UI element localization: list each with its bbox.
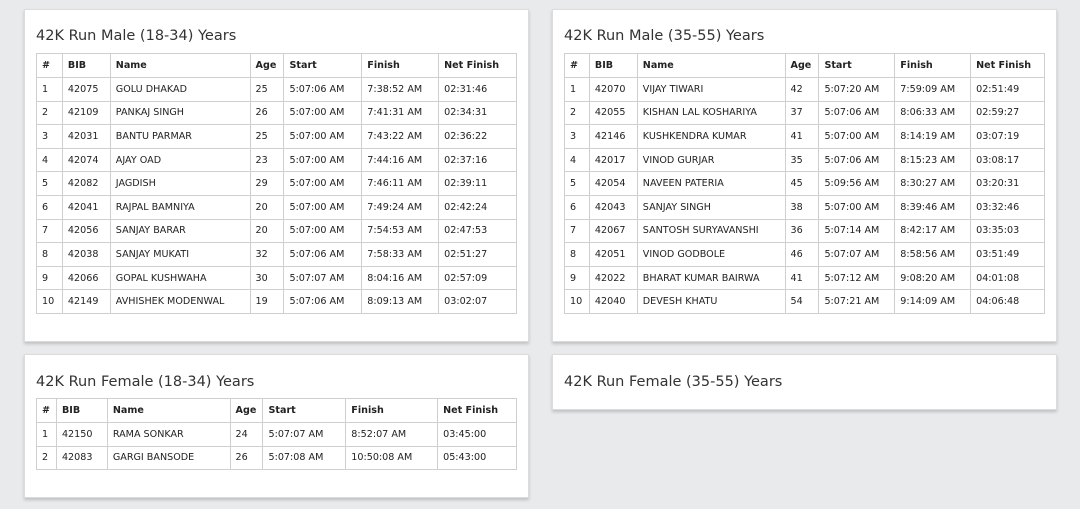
table-cell: 02:47:53 xyxy=(439,219,517,243)
table-row xyxy=(37,290,517,314)
results-card-female-18-34 xyxy=(24,354,529,498)
table-cell: 41 xyxy=(785,266,819,290)
table-cell: 9:14:09 AM xyxy=(895,290,971,314)
table-cell: 42067 xyxy=(589,219,637,243)
table-cell: 4 xyxy=(565,148,590,172)
table-cell: SANTOSH SURYAVANSHI xyxy=(637,219,785,243)
table-row xyxy=(565,101,1045,125)
table-cell: 6 xyxy=(37,195,63,219)
table-cell: 03:51:49 xyxy=(971,243,1045,267)
column-header: BIB xyxy=(56,399,107,423)
table-cell: 04:01:08 xyxy=(971,266,1045,290)
card-title: 42K Run Female (18-34) Years xyxy=(36,374,255,390)
table-cell: 8:04:16 AM xyxy=(362,266,439,290)
table-cell: VIJAY TIWARI xyxy=(637,78,785,102)
table-cell: VINOD GURJAR xyxy=(637,148,785,172)
table-cell: 42056 xyxy=(62,219,110,243)
table-cell: 02:36:22 xyxy=(439,125,517,149)
table-cell: 42055 xyxy=(589,101,637,125)
table-cell: 8:52:07 AM xyxy=(346,423,438,447)
results-card-female-35-55 xyxy=(552,354,1057,410)
table-cell: BHARAT KUMAR BAIRWA xyxy=(637,266,785,290)
column-header: Age xyxy=(785,54,819,78)
table-cell: 5:07:06 AM xyxy=(284,243,362,267)
table-cell: 10:50:08 AM xyxy=(346,446,438,470)
table-cell: 19 xyxy=(250,290,284,314)
table-cell: 41 xyxy=(785,125,819,149)
table-cell: 02:31:46 xyxy=(439,78,517,102)
table-cell: 8:42:17 AM xyxy=(895,219,971,243)
table-cell: 5:07:07 AM xyxy=(819,243,895,267)
table-cell: 8:30:27 AM xyxy=(895,172,971,196)
table-cell: 7:46:11 AM xyxy=(362,172,439,196)
column-header: Net Finish xyxy=(439,54,517,78)
table-cell: 54 xyxy=(785,290,819,314)
table-cell: AJAY OAD xyxy=(110,148,250,172)
table-row xyxy=(565,266,1045,290)
table-cell: 32 xyxy=(250,243,284,267)
table-cell: 5:07:08 AM xyxy=(263,446,346,470)
table-cell: 1 xyxy=(37,423,57,447)
table-cell: GOPAL KUSHWAHA xyxy=(110,266,250,290)
table-cell: 7:38:52 AM xyxy=(362,78,439,102)
table-cell: 2 xyxy=(37,101,63,125)
column-header: Net Finish xyxy=(438,399,517,423)
table-row xyxy=(37,195,517,219)
table-cell: 7:49:24 AM xyxy=(362,195,439,219)
table-cell: 03:45:00 xyxy=(438,423,517,447)
column-header: Start xyxy=(284,54,362,78)
column-header: Name xyxy=(110,54,250,78)
table-row xyxy=(565,172,1045,196)
table-cell: DEVESH KHATU xyxy=(637,290,785,314)
table-cell: 5:07:07 AM xyxy=(263,423,346,447)
table-cell: 5:07:00 AM xyxy=(284,101,362,125)
column-header: Start xyxy=(263,399,346,423)
table-cell: 8 xyxy=(565,243,590,267)
table-cell: 25 xyxy=(250,78,284,102)
table-cell: 8:06:33 AM xyxy=(895,101,971,125)
table-cell: 03:08:17 xyxy=(971,148,1045,172)
table-cell: 26 xyxy=(250,101,284,125)
table-cell: 20 xyxy=(250,195,284,219)
table-cell: 02:51:27 xyxy=(439,243,517,267)
table-cell: 7:54:53 AM xyxy=(362,219,439,243)
table-cell: 42066 xyxy=(62,266,110,290)
table-cell: SANJAY SINGH xyxy=(637,195,785,219)
table-cell: 5:07:00 AM xyxy=(284,172,362,196)
table-row xyxy=(565,243,1045,267)
table-header-row xyxy=(37,399,517,423)
table-cell: BANTU PARMAR xyxy=(110,125,250,149)
results-table xyxy=(36,398,517,470)
column-header: # xyxy=(37,399,57,423)
column-header: Start xyxy=(819,54,895,78)
column-header: Age xyxy=(230,399,263,423)
table-cell: 38 xyxy=(785,195,819,219)
table-cell: 03:07:19 xyxy=(971,125,1045,149)
results-card-male-35-55 xyxy=(552,9,1057,342)
table-cell: 42109 xyxy=(62,101,110,125)
table-cell: 42083 xyxy=(56,446,107,470)
table-cell: 42038 xyxy=(62,243,110,267)
table-cell: 6 xyxy=(565,195,590,219)
table-cell: 5:07:21 AM xyxy=(819,290,895,314)
table-row xyxy=(565,78,1045,102)
table-cell: KUSHKENDRA KUMAR xyxy=(637,125,785,149)
table-cell: 03:02:07 xyxy=(439,290,517,314)
table-cell: 2 xyxy=(37,446,57,470)
column-header: Finish xyxy=(362,54,439,78)
table-cell: 02:39:11 xyxy=(439,172,517,196)
table-row xyxy=(37,446,517,470)
table-cell: 42043 xyxy=(589,195,637,219)
table-cell: 5:07:06 AM xyxy=(819,101,895,125)
table-cell: 02:59:27 xyxy=(971,101,1045,125)
table-cell: 42054 xyxy=(589,172,637,196)
table-cell: 42040 xyxy=(589,290,637,314)
table-row xyxy=(565,219,1045,243)
table-cell: 7:58:33 AM xyxy=(362,243,439,267)
table-row xyxy=(565,195,1045,219)
table-cell: 5:07:00 AM xyxy=(284,125,362,149)
table-cell: 7:44:16 AM xyxy=(362,148,439,172)
card-title: 42K Run Male (18-34) Years xyxy=(36,28,237,44)
table-cell: 42150 xyxy=(56,423,107,447)
table-cell: 8 xyxy=(37,243,63,267)
table-cell: 5:07:00 AM xyxy=(284,195,362,219)
table-header-row xyxy=(565,54,1045,78)
table-cell: 5:07:00 AM xyxy=(284,219,362,243)
table-cell: 1 xyxy=(37,78,63,102)
table-cell: 03:20:31 xyxy=(971,172,1045,196)
table-cell: 5:07:20 AM xyxy=(819,78,895,102)
table-cell: SANJAY MUKATI xyxy=(110,243,250,267)
table-cell: AVHISHEK MODENWAL xyxy=(110,290,250,314)
table-cell: 42146 xyxy=(589,125,637,149)
table-cell: 5 xyxy=(565,172,590,196)
table-cell: 8:58:56 AM xyxy=(895,243,971,267)
table-header-row xyxy=(37,54,517,78)
table-cell: 9 xyxy=(565,266,590,290)
table-cell: 24 xyxy=(230,423,263,447)
table-cell: 42082 xyxy=(62,172,110,196)
table-cell: 42031 xyxy=(62,125,110,149)
column-header: Name xyxy=(107,399,230,423)
table-cell: 5:07:00 AM xyxy=(284,148,362,172)
table-cell: PANKAJ SINGH xyxy=(110,101,250,125)
table-row xyxy=(37,78,517,102)
table-cell: 42041 xyxy=(62,195,110,219)
table-cell: SANJAY BARAR xyxy=(110,219,250,243)
table-cell: 26 xyxy=(230,446,263,470)
table-cell: 2 xyxy=(565,101,590,125)
table-cell: 3 xyxy=(37,125,63,149)
results-table xyxy=(36,53,517,314)
table-cell: 9 xyxy=(37,266,63,290)
results-table xyxy=(564,53,1045,314)
table-cell: 5:07:00 AM xyxy=(819,125,895,149)
table-cell: 30 xyxy=(250,266,284,290)
table-cell: 42 xyxy=(785,78,819,102)
table-cell: 5:07:12 AM xyxy=(819,266,895,290)
table-row xyxy=(565,125,1045,149)
table-cell: 46 xyxy=(785,243,819,267)
table-cell: 04:06:48 xyxy=(971,290,1045,314)
table-row xyxy=(37,423,517,447)
column-header: # xyxy=(37,54,63,78)
table-cell: NAVEEN PATERIA xyxy=(637,172,785,196)
column-header: Finish xyxy=(346,399,438,423)
column-header: BIB xyxy=(589,54,637,78)
table-cell: 9:08:20 AM xyxy=(895,266,971,290)
table-cell: 05:43:00 xyxy=(438,446,517,470)
table-cell: 29 xyxy=(250,172,284,196)
table-cell: 35 xyxy=(785,148,819,172)
results-card-male-18-34 xyxy=(24,9,529,342)
table-cell: 7:43:22 AM xyxy=(362,125,439,149)
table-cell: 42017 xyxy=(589,148,637,172)
table-cell: 5:07:07 AM xyxy=(284,266,362,290)
table-cell: 02:51:49 xyxy=(971,78,1045,102)
table-cell: 7 xyxy=(37,219,63,243)
table-cell: 7:41:31 AM xyxy=(362,101,439,125)
column-header: Name xyxy=(637,54,785,78)
table-cell: 42051 xyxy=(589,243,637,267)
table-row xyxy=(37,219,517,243)
table-cell: 42022 xyxy=(589,266,637,290)
column-header: # xyxy=(565,54,590,78)
table-cell: KISHAN LAL KOSHARIYA xyxy=(637,101,785,125)
table-cell: 5:07:00 AM xyxy=(819,195,895,219)
table-row xyxy=(37,101,517,125)
table-cell: 42149 xyxy=(62,290,110,314)
table-cell: 5:07:06 AM xyxy=(284,78,362,102)
table-cell: 42070 xyxy=(589,78,637,102)
table-cell: RAJPAL BAMNIYA xyxy=(110,195,250,219)
table-cell: 5 xyxy=(37,172,63,196)
table-cell: JAGDISH xyxy=(110,172,250,196)
table-row xyxy=(37,266,517,290)
table-cell: 5:07:06 AM xyxy=(284,290,362,314)
table-cell: 20 xyxy=(250,219,284,243)
column-header: Age xyxy=(250,54,284,78)
table-cell: 1 xyxy=(565,78,590,102)
table-cell: 8:39:46 AM xyxy=(895,195,971,219)
table-cell: 25 xyxy=(250,125,284,149)
table-row xyxy=(565,290,1045,314)
table-cell: 10 xyxy=(37,290,63,314)
table-cell: 8:15:23 AM xyxy=(895,148,971,172)
column-header: BIB xyxy=(62,54,110,78)
table-row xyxy=(37,148,517,172)
table-cell: 03:32:46 xyxy=(971,195,1045,219)
card-title: 42K Run Male (35-55) Years xyxy=(564,28,765,44)
table-cell: 42074 xyxy=(62,148,110,172)
table-cell: 02:42:24 xyxy=(439,195,517,219)
table-cell: 02:57:09 xyxy=(439,266,517,290)
column-header: Net Finish xyxy=(971,54,1045,78)
table-cell: 02:37:16 xyxy=(439,148,517,172)
table-row xyxy=(37,243,517,267)
table-cell: 37 xyxy=(785,101,819,125)
table-cell: 03:35:03 xyxy=(971,219,1045,243)
table-cell: 8:14:19 AM xyxy=(895,125,971,149)
card-title: 42K Run Female (35-55) Years xyxy=(564,374,783,390)
table-row xyxy=(37,125,517,149)
column-header: Finish xyxy=(895,54,971,78)
table-cell: 02:34:31 xyxy=(439,101,517,125)
table-cell: 5:07:06 AM xyxy=(819,148,895,172)
table-row xyxy=(37,172,517,196)
table-cell: 45 xyxy=(785,172,819,196)
table-cell: GARGI BANSODE xyxy=(107,446,230,470)
table-cell: GOLU DHAKAD xyxy=(110,78,250,102)
table-cell: 4 xyxy=(37,148,63,172)
table-cell: 23 xyxy=(250,148,284,172)
table-cell: RAMA SONKAR xyxy=(107,423,230,447)
table-cell: 5:09:56 AM xyxy=(819,172,895,196)
table-cell: 7:59:09 AM xyxy=(895,78,971,102)
table-row xyxy=(565,148,1045,172)
table-cell: 7 xyxy=(565,219,590,243)
table-cell: 10 xyxy=(565,290,590,314)
table-cell: 42075 xyxy=(62,78,110,102)
table-cell: 36 xyxy=(785,219,819,243)
table-cell: 3 xyxy=(565,125,590,149)
table-cell: VINOD GODBOLE xyxy=(637,243,785,267)
table-cell: 8:09:13 AM xyxy=(362,290,439,314)
table-cell: 5:07:14 AM xyxy=(819,219,895,243)
